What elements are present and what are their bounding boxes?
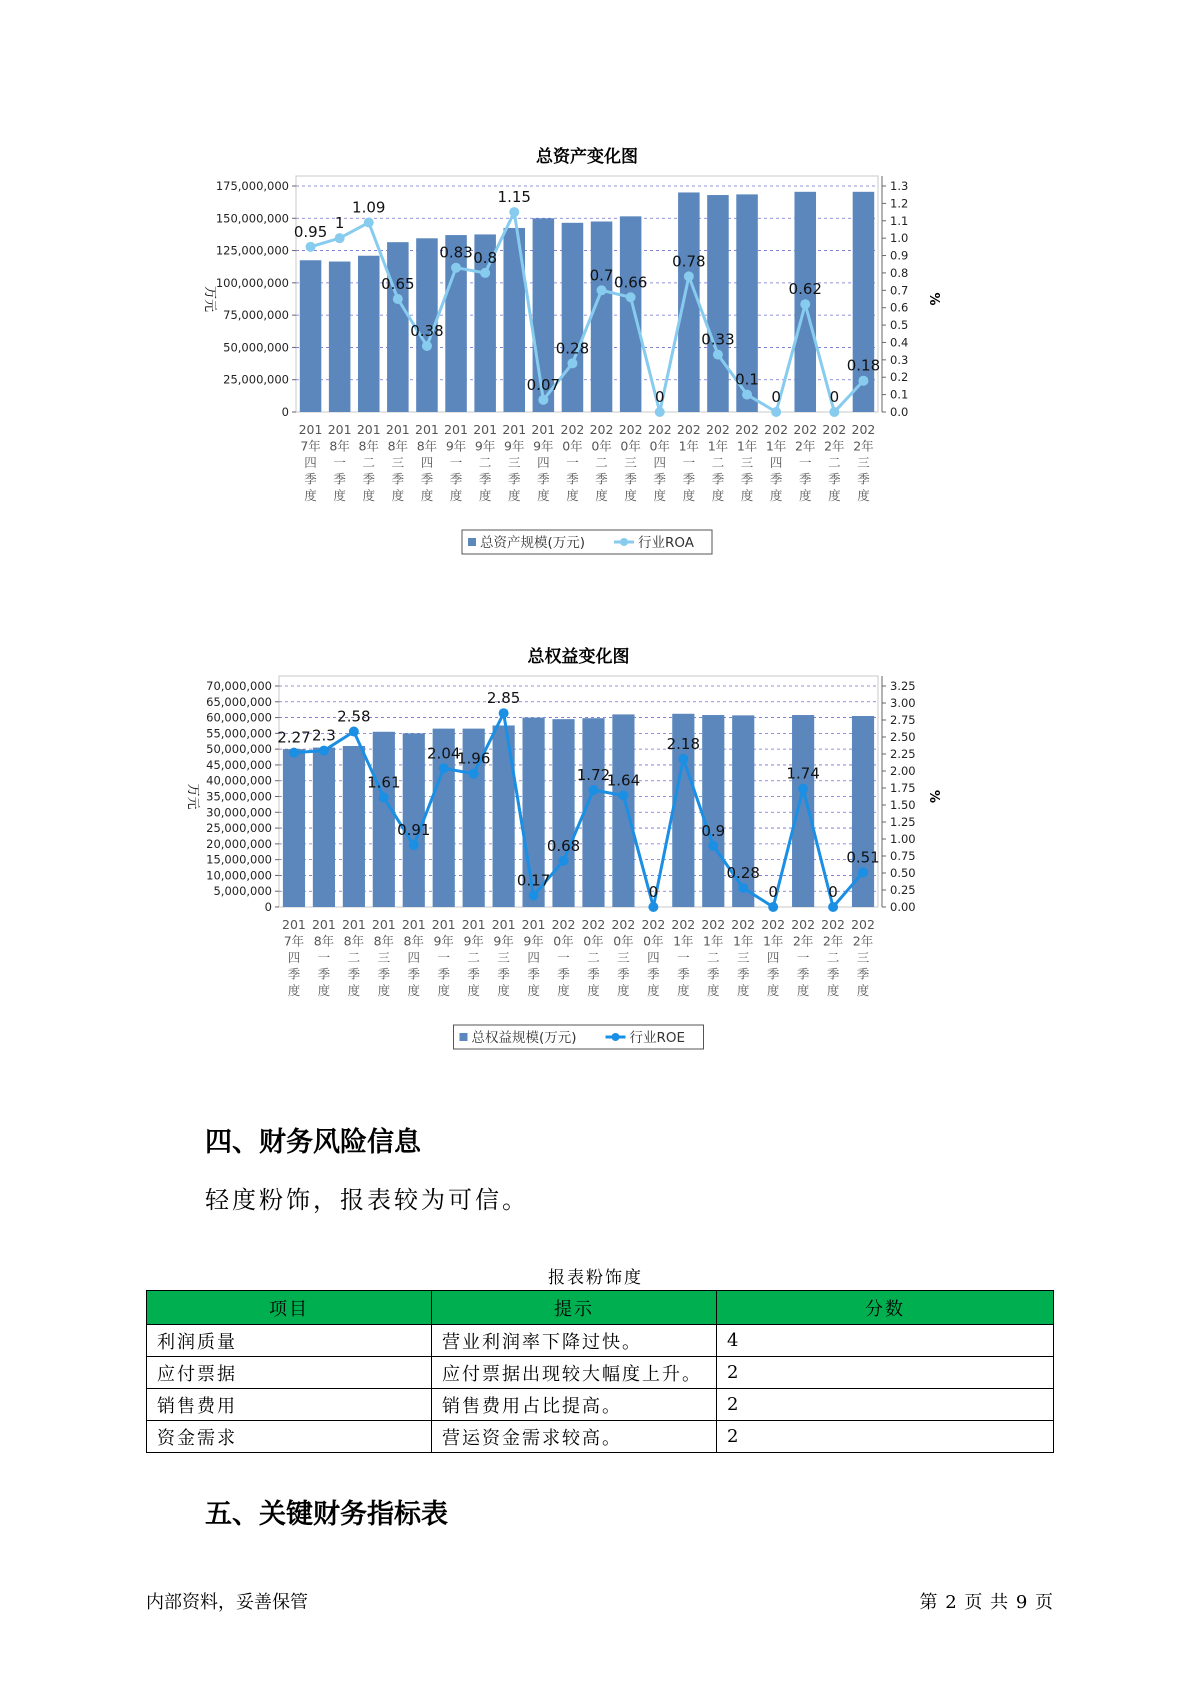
line-point [678, 754, 688, 764]
data-label: 2.27 [277, 728, 311, 747]
y2-tick-label: 3.25 [890, 679, 916, 693]
line-point [597, 285, 607, 295]
total-assets-chart [170, 140, 1020, 595]
x-tick-label: 201 9年三季度 [491, 917, 516, 998]
x-tick-label: 202 0年一季度 [551, 917, 576, 998]
x-tick-label: 201 8年三季度 [371, 917, 396, 998]
x-tick-label: 201 9年四季度 [531, 422, 556, 503]
line-point [469, 769, 479, 779]
line-point [379, 793, 389, 803]
bar [329, 262, 351, 412]
x-tick-label: 202 1年四季度 [764, 422, 789, 503]
y-axis-label: 万元 [185, 783, 200, 810]
y-tick-label: 40,000,000 [206, 773, 272, 788]
data-label: 0.8 [473, 248, 498, 267]
risk-table [146, 1290, 1054, 1453]
data-label: 0.7 [589, 266, 614, 285]
y-tick-label: 10,000,000 [206, 868, 272, 883]
y2-tick-label: 1.3 [890, 179, 909, 193]
y2-tick-label: 0.0 [890, 405, 909, 419]
data-label: 1 [334, 214, 345, 233]
x-tick-label: 202 2年一季度 [791, 917, 816, 998]
data-label: 1.61 [367, 773, 401, 792]
y2-tick-label: 1.75 [890, 781, 916, 795]
data-label: 0 [771, 388, 781, 406]
data-label: 0.65 [381, 275, 415, 293]
y2-tick-label: 0.75 [890, 849, 916, 863]
y2-tick-label: 2.50 [890, 730, 916, 744]
y-tick-label: 30,000,000 [206, 805, 272, 820]
row-item: 资金需求 [147, 1421, 432, 1453]
line-point [800, 299, 810, 309]
bar [358, 256, 380, 412]
data-label: 1.15 [497, 188, 531, 207]
y-tick-label: 150,000,000 [215, 211, 289, 226]
row-hint: 营业利润率下降过快。 [432, 1325, 717, 1357]
row-hint: 营运资金需求较高。 [432, 1421, 717, 1453]
line-point [349, 727, 359, 737]
chart-title: 总权益变化图 [527, 647, 630, 667]
line-point [684, 271, 694, 281]
bar [702, 715, 724, 907]
data-label: 0.9 [701, 821, 726, 840]
line-point [829, 407, 839, 417]
data-label: 1.72 [576, 766, 611, 785]
bar [552, 719, 574, 907]
legend-line-marker [612, 1033, 620, 1041]
bar [792, 715, 814, 907]
data-label: 2.3 [311, 726, 336, 745]
data-label: 2.85 [486, 689, 521, 708]
line-point [499, 708, 509, 718]
row-score: 2 [717, 1357, 1054, 1389]
bar [373, 732, 395, 907]
y-tick-label: 20,000,000 [206, 836, 272, 851]
x-tick-label: 201 9年二季度 [461, 917, 486, 998]
data-label: 0.83 [439, 243, 473, 262]
y2-axis-label: % [926, 292, 941, 306]
y2-tick-label: 2.00 [890, 764, 916, 778]
total-equity-chart [170, 640, 1020, 1095]
x-tick-label: 202 0年一季度 [560, 422, 585, 503]
data-label: 1.74 [786, 764, 820, 783]
x-tick-label: 202 2年三季度 [851, 422, 876, 503]
y-tick-label: 60,000,000 [206, 710, 272, 725]
y-tick-label: 0 [281, 405, 289, 419]
line-point [451, 263, 461, 273]
bar [343, 746, 365, 907]
total-assets-chart-svg [170, 140, 1020, 595]
y-axis-label: 万元 [202, 285, 217, 313]
x-tick-label: 202 0年四季度 [647, 422, 672, 503]
total-equity-chart-svg [170, 640, 1020, 1095]
y2-tick-label: 1.0 [890, 231, 909, 246]
line-point [480, 268, 490, 278]
bar [678, 192, 700, 412]
header-hint: 提示 [432, 1291, 717, 1325]
section-4-title: 四、财务风险信息 [205, 1127, 421, 1158]
x-tick-label: 202 1年二季度 [701, 917, 726, 998]
row-hint: 应付票据出现较大幅度上升。 [432, 1357, 717, 1389]
data-label: 0.28 [726, 863, 760, 882]
y2-tick-label: 1.00 [890, 832, 916, 846]
x-tick-label: 202 0年三季度 [611, 917, 636, 998]
line-point [742, 390, 752, 400]
legend-line-label: 行业ROE [629, 1030, 686, 1046]
y2-tick-label: 0.4 [890, 335, 909, 350]
y2-tick-label: 1.1 [890, 213, 909, 228]
x-tick-label: 202 1年三季度 [731, 917, 756, 998]
data-label: 0.51 [846, 848, 880, 867]
line-point [393, 294, 403, 304]
x-tick-label: 202 2年二季度 [821, 917, 846, 998]
y-tick-label: 35,000,000 [206, 789, 272, 804]
x-tick-label: 201 8年二季度 [356, 422, 381, 503]
y-tick-label: 125,000,000 [215, 243, 289, 258]
footer-confidential: 内部资料，妥善保管 [146, 1592, 308, 1613]
legend-bar-swatch [468, 538, 476, 546]
x-tick-label: 202 0年二季度 [581, 917, 606, 998]
x-tick-label: 201 8年一季度 [327, 422, 352, 503]
y2-tick-label: 0.1 [890, 387, 909, 402]
data-label: 2.18 [666, 734, 701, 753]
x-tick-label: 202 1年一季度 [671, 917, 696, 998]
y2-tick-label: 0.2 [890, 370, 909, 385]
legend-line-label: 行业ROA [638, 535, 695, 551]
bar [620, 216, 642, 412]
data-label: 0.07 [526, 375, 561, 394]
y2-tick-label: 0.25 [890, 883, 916, 897]
line-point [409, 840, 419, 850]
data-label: 0.68 [546, 836, 581, 855]
y2-tick-label: 1.25 [890, 815, 916, 829]
data-label: 0 [654, 388, 665, 406]
x-tick-label: 201 8年四季度 [401, 917, 426, 998]
data-label: 0.62 [788, 280, 822, 299]
y2-tick-label: 0.3 [890, 352, 909, 367]
x-tick-label: 202 1年四季度 [761, 917, 786, 998]
line-point [364, 218, 374, 228]
bar [387, 242, 409, 412]
y2-tick-label: 0.6 [890, 300, 909, 315]
bar [313, 748, 335, 907]
risk-table-header-row [147, 1291, 1054, 1325]
x-tick-label: 202 0年四季度 [641, 917, 666, 998]
data-label: 0.33 [701, 330, 735, 349]
data-label: 0.1 [735, 370, 759, 389]
data-label: 0.66 [613, 273, 648, 292]
bar [707, 195, 729, 412]
header-score: 分数 [717, 1291, 1054, 1325]
table-row [147, 1389, 1054, 1421]
line-point [771, 407, 781, 417]
y-tick-label: 0 [264, 900, 272, 914]
y-tick-label: 25,000,000 [223, 372, 289, 387]
line-point [655, 407, 665, 417]
data-label: 0.28 [555, 339, 590, 358]
x-tick-label: 202 2年三季度 [851, 917, 875, 998]
data-label: 0 [768, 883, 778, 901]
x-tick-label: 201 9年一季度 [444, 422, 468, 503]
y-tick-label: 55,000,000 [206, 726, 272, 741]
row-hint: 销售费用占比提高。 [432, 1389, 717, 1421]
line-point [858, 867, 868, 877]
risk-table-caption: 报表粉饰度 [548, 1268, 643, 1288]
data-label: 1.96 [456, 749, 491, 768]
x-tick-label: 201 8年一季度 [311, 917, 336, 998]
data-label: 0.91 [397, 821, 431, 840]
line-point [422, 341, 432, 351]
row-item: 利润质量 [147, 1325, 432, 1357]
legend-bar-swatch [460, 1033, 468, 1041]
y2-tick-label: 3.00 [890, 696, 916, 710]
bar [852, 716, 874, 907]
bar [612, 714, 634, 907]
data-label: 0 [648, 883, 659, 901]
line-point [768, 902, 778, 912]
x-tick-label: 202 0年二季度 [589, 422, 614, 503]
row-score: 4 [717, 1325, 1054, 1357]
y-tick-label: 70,000,000 [206, 679, 272, 693]
line-point [538, 395, 548, 405]
line-point [289, 748, 299, 758]
x-tick-label: 201 7年四季度 [298, 422, 323, 503]
legend-line-marker [620, 538, 628, 546]
line-point [648, 902, 658, 912]
y-tick-label: 65,000,000 [206, 694, 272, 709]
row-item: 应付票据 [147, 1357, 432, 1389]
y-tick-label: 5,000,000 [213, 884, 272, 899]
y2-tick-label: 2.75 [890, 713, 916, 727]
table-row [147, 1421, 1054, 1453]
section-5-title: 五、关键财务指标表 [205, 1499, 448, 1530]
y2-tick-label: 0.7 [890, 283, 909, 298]
line-point [567, 358, 577, 368]
risk-summary-text: 轻度粉饰，报表较为可信。 [205, 1186, 529, 1214]
x-tick-label: 201 8年四季度 [415, 422, 439, 503]
data-label: 0 [829, 388, 840, 406]
data-label: 0.38 [410, 321, 444, 340]
y2-tick-label: 2.25 [890, 747, 916, 761]
data-label: 2.58 [337, 707, 371, 726]
y-tick-label: 75,000,000 [223, 308, 289, 323]
data-label: 0 [828, 883, 838, 901]
y-tick-label: 15,000,000 [206, 852, 272, 867]
line-point [509, 207, 519, 217]
line-point [306, 242, 316, 252]
bar [582, 718, 604, 907]
bar [300, 260, 322, 412]
line-point [626, 292, 636, 302]
line-point [319, 746, 329, 756]
y2-axis-label: % [926, 789, 941, 804]
y2-tick-label: 1.50 [890, 798, 916, 812]
legend-bar-label: 总权益规模(万元) [471, 1030, 577, 1046]
data-label: 1.09 [352, 198, 386, 217]
header-item: 项目 [147, 1291, 432, 1325]
row-score: 2 [717, 1421, 1054, 1453]
line-point [738, 883, 748, 893]
x-tick-label: 202 1年三季度 [735, 422, 759, 503]
line-point [828, 902, 838, 912]
line-point [559, 856, 569, 866]
table-row [147, 1325, 1054, 1357]
line-point [335, 233, 345, 243]
y2-tick-label: 0.8 [890, 265, 909, 280]
x-tick-label: 201 8年二季度 [341, 917, 366, 998]
y-tick-label: 45,000,000 [206, 757, 272, 772]
line-point [618, 790, 628, 800]
y2-tick-label: 0.9 [890, 248, 909, 263]
line-point [529, 890, 539, 900]
x-tick-label: 201 9年二季度 [473, 422, 498, 503]
row-item: 销售费用 [147, 1389, 432, 1421]
line-point [713, 350, 723, 360]
x-tick-label: 202 1年一季度 [676, 422, 701, 503]
x-tick-label: 201 9年一季度 [431, 917, 456, 998]
line-point [798, 784, 808, 794]
data-label: 0.78 [672, 252, 706, 271]
y2-tick-label: 0.5 [890, 318, 909, 333]
data-label: 0.17 [516, 871, 551, 890]
line-point [588, 785, 598, 795]
row-score: 2 [717, 1389, 1054, 1421]
x-tick-label: 201 9年四季度 [521, 917, 546, 998]
bar [591, 222, 613, 412]
line-point [439, 763, 449, 773]
y2-tick-label: 0.00 [890, 900, 916, 914]
x-tick-label: 202 2年二季度 [822, 422, 847, 503]
data-label: 1.64 [606, 771, 641, 790]
y2-tick-label: 0.50 [890, 866, 916, 880]
legend-bar-label: 总资产规模(万元) [480, 535, 586, 551]
line-point [858, 376, 868, 386]
y-tick-label: 50,000,000 [223, 340, 289, 355]
data-label: 2.04 [427, 744, 461, 763]
y2-tick-label: 1.2 [890, 196, 909, 211]
chart-title: 总资产变化图 [536, 147, 638, 167]
y-tick-label: 100,000,000 [215, 275, 289, 290]
bar [283, 749, 305, 907]
x-tick-label: 202 2年一季度 [793, 422, 818, 503]
data-label: 0.18 [846, 356, 881, 375]
bar [562, 223, 584, 412]
x-tick-label: 202 1年二季度 [706, 422, 730, 503]
x-tick-label: 201 9年三季度 [502, 422, 527, 503]
line-point [708, 841, 718, 851]
y-tick-label: 175,000,000 [215, 179, 289, 193]
x-tick-label: 201 8年三季度 [385, 422, 410, 503]
y-tick-label: 25,000,000 [206, 821, 272, 836]
data-label: 0.95 [293, 222, 328, 241]
x-tick-label: 201 7年四季度 [282, 917, 306, 998]
footer-page-number: 第 2 页 共 9 页 [919, 1592, 1054, 1613]
table-row [147, 1357, 1054, 1389]
y-tick-label: 50,000,000 [206, 742, 272, 757]
x-tick-label: 202 0年三季度 [618, 422, 643, 503]
